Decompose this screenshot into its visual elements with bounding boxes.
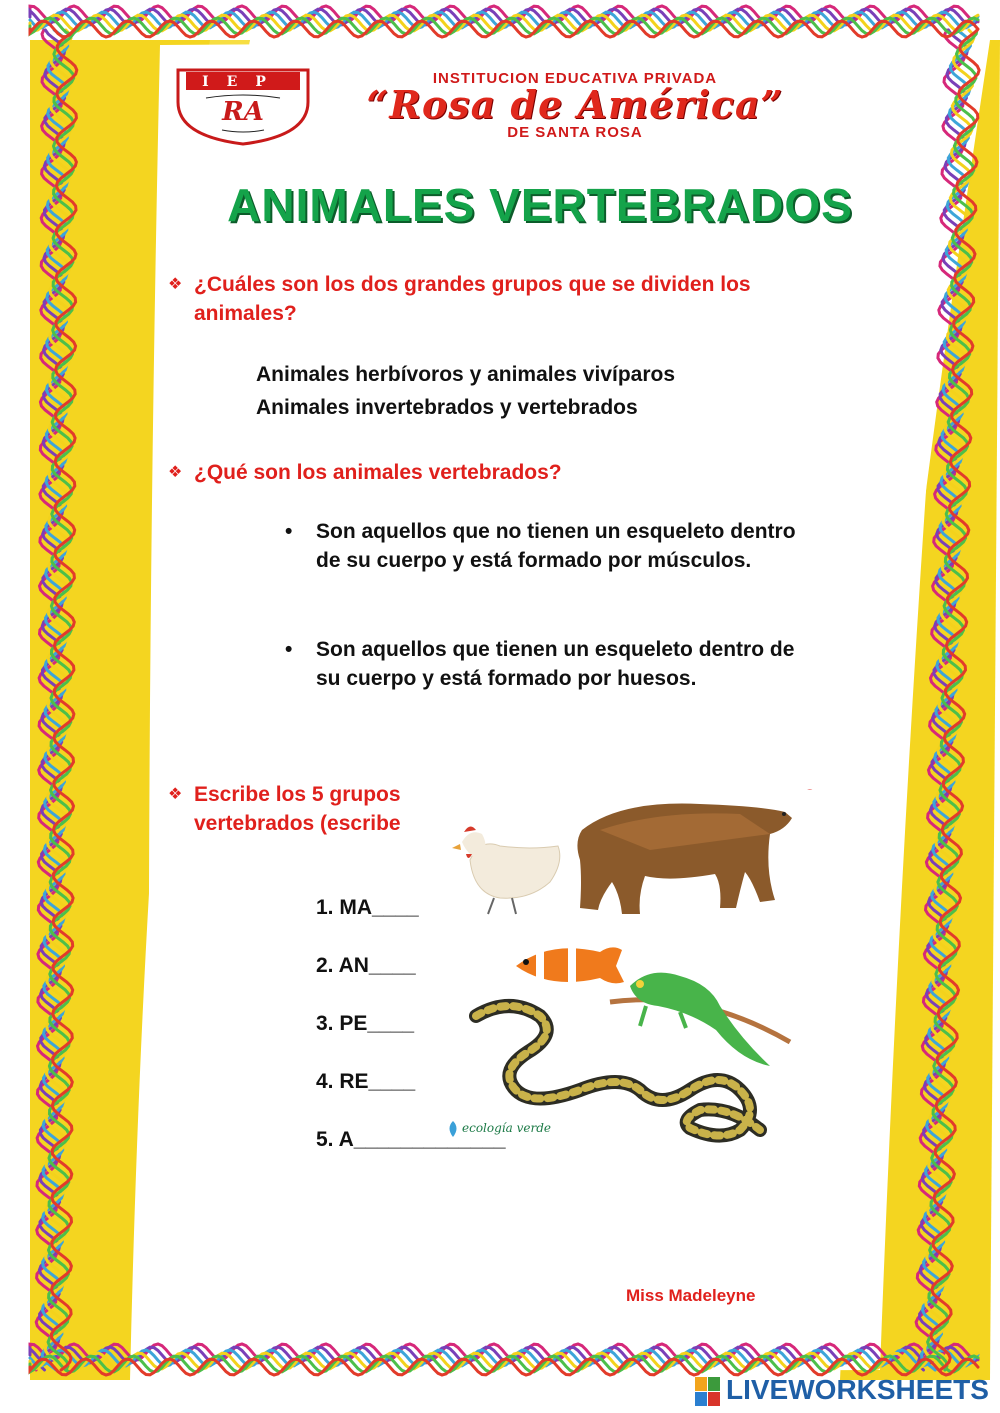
image-watermark: ecología verde (462, 1121, 551, 1135)
question-3-line-1: Escribe los 5 grupos (194, 783, 401, 806)
vertebrate-animals-illustration (440, 790, 820, 1150)
question-1-option-1[interactable]: Animales herbívoros y animales vivíparos (256, 363, 676, 386)
question-2-option-1[interactable] (285, 517, 805, 575)
liveworksheets-brand[interactable]: LIVEWORKSHEETS (726, 1374, 989, 1405)
blank-line-4[interactable]: 4. RE____ (316, 1070, 416, 1093)
teacher-signature: Miss Madeleyne (626, 1286, 756, 1305)
question-2-option-2[interactable] (285, 635, 805, 693)
bullet-dot-icon: • (285, 638, 293, 661)
question-2-option-1-text: Son aquellos que no tienen un esqueleto dentro de su cuerpo y está formado por músculos. (316, 520, 796, 572)
question-1-text: ¿Cuáles son los dos grandes grupos que se dividen los animales? (194, 273, 751, 325)
school-location: DE SANTA ROSA (507, 124, 643, 141)
school-type: INSTITUCION EDUCATIVA PRIVADA (432, 70, 718, 87)
question-1-option-2[interactable]: Animales invertebrados y vertebrados (256, 396, 638, 419)
school-name: “Rosa de América” (366, 82, 784, 127)
wavy-border-strand (931, 30, 979, 1370)
crest-monogram: RA (222, 97, 264, 127)
blank-line-1[interactable]: 1. MA____ (316, 896, 419, 919)
diamond-bullet-icon: ❖ (168, 276, 183, 293)
diamond-bullet-icon: ❖ (168, 464, 183, 481)
bullet-dot-icon: • (285, 520, 293, 543)
blank-line-2[interactable]: 2. AN____ (316, 954, 416, 977)
question-2-option-2-text: Son aquellos que tienen un esqueleto dentro de su cuerpo y está formado por huesos. (316, 638, 795, 690)
blank-line-5[interactable]: 5. A_____________ (316, 1128, 506, 1151)
question-2-text: ¿Qué son los animales vertebrados? (194, 461, 562, 484)
crest-lettering: IEP (202, 74, 284, 90)
school-crest (172, 66, 314, 146)
blank-line-3[interactable]: 3. PE____ (316, 1012, 415, 1035)
question-2 (168, 458, 828, 487)
diamond-bullet-icon: ❖ (168, 786, 183, 803)
question-3-line-2: vertebrados (escribe (194, 812, 401, 835)
question-1 (168, 270, 828, 328)
liveworksheets-logo-icon (695, 1377, 721, 1407)
page-title: ANIMALES VERTEBRADOS (227, 179, 853, 231)
